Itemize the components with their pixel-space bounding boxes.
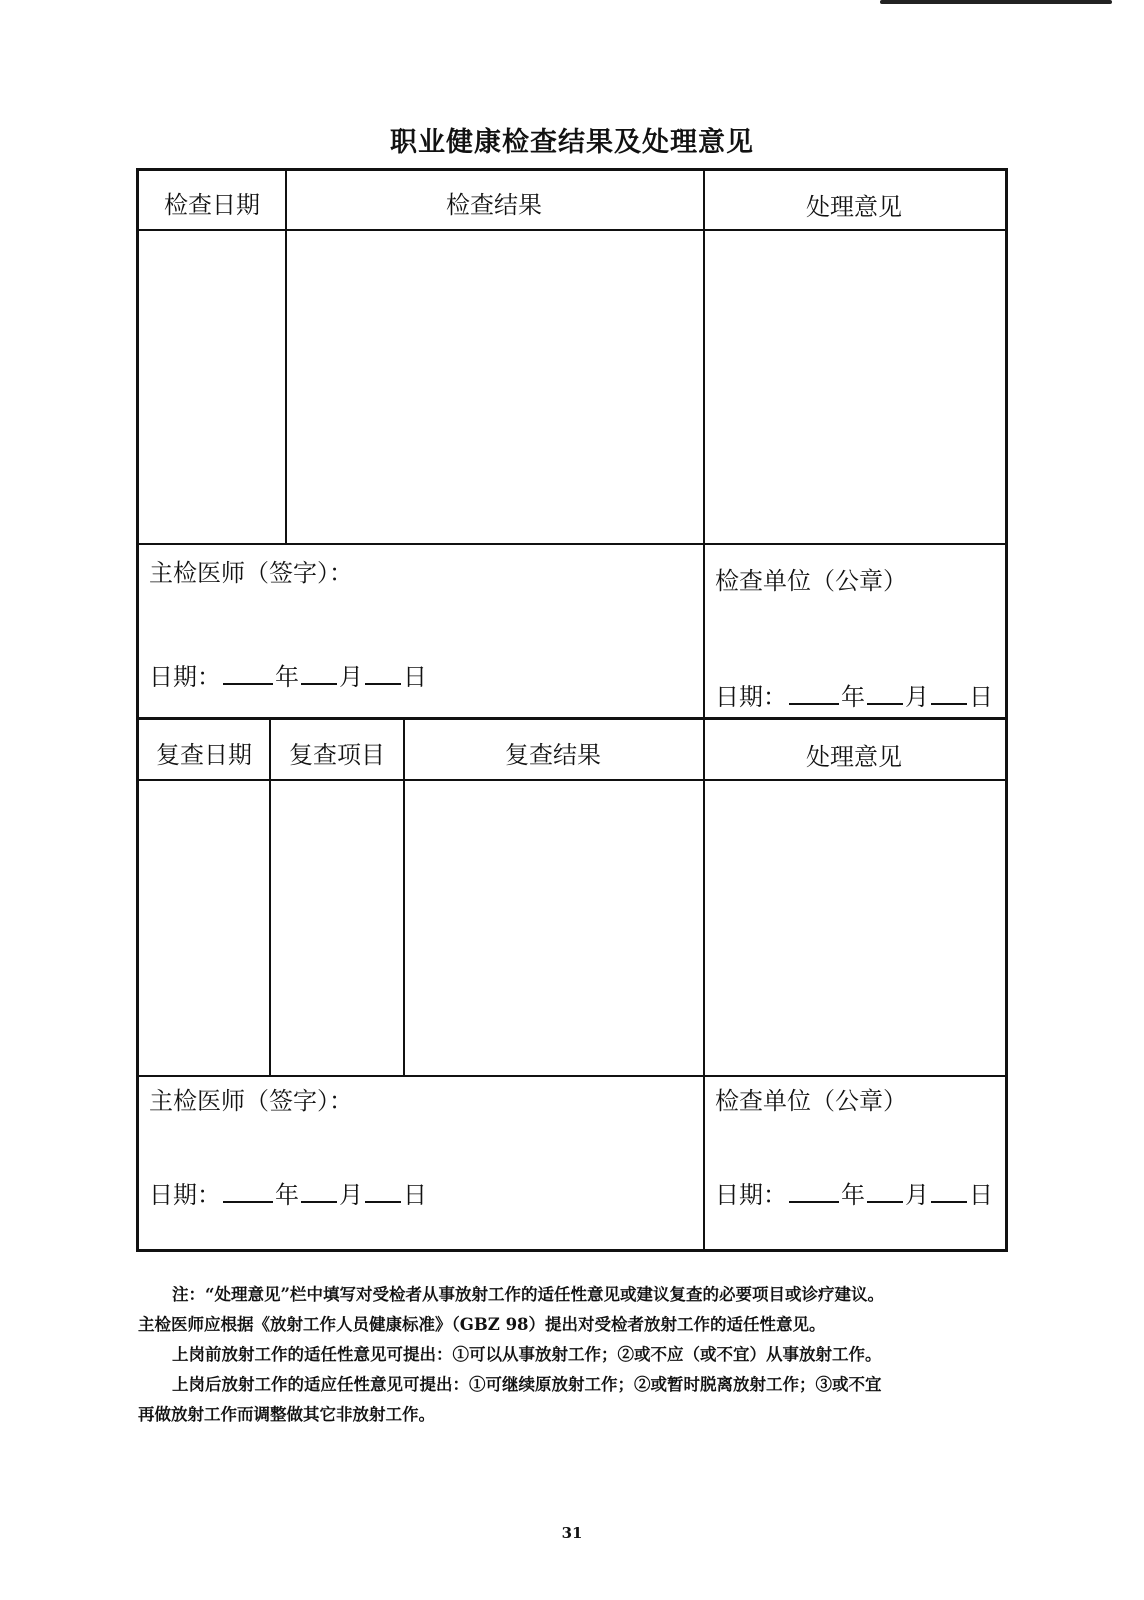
doctor-date-2 (149, 1175, 427, 1210)
year-label: 年 (275, 663, 299, 691)
cell-recheck-item[interactable] (271, 781, 403, 1075)
cell-exam-date[interactable] (139, 231, 285, 543)
unit-seal-label-2: 检查单位（公章） (715, 1087, 907, 1115)
note-line: 上岗后放射工作的适应任性意见可提出：①可继续原放射工作；②或暂时脱离放射工作；③或不宜 (172, 1375, 882, 1394)
header-exam-result: 检查结果 (446, 191, 542, 219)
header-recheck-item: 复查项目 (289, 741, 385, 769)
header-opinion-1: 处理意见 (806, 193, 902, 221)
unit-seal-label-1: 检查单位（公章） (715, 567, 907, 595)
day-blank[interactable] (931, 1200, 967, 1203)
header-exam-date: 检查日期 (164, 191, 260, 219)
notes-block (138, 1280, 1018, 1430)
day-label: 日 (403, 663, 427, 691)
date-prefix: 日期： (715, 683, 787, 711)
top-edge-line (880, 0, 1112, 4)
rule-body1-bottom (139, 543, 1005, 545)
year-blank[interactable] (789, 1200, 839, 1203)
header-recheck-date: 复查日期 (156, 741, 252, 769)
date-prefix: 日期： (149, 1181, 221, 1209)
doctor-signature-label-1: 主检医师（签字）： (149, 559, 353, 587)
month-blank[interactable] (867, 1200, 903, 1203)
month-blank[interactable] (301, 682, 337, 685)
doctor-signature-label-2: 主检医师（签字）： (149, 1087, 353, 1115)
month-label: 月 (339, 663, 363, 691)
month-label: 月 (905, 1181, 929, 1209)
form-table (136, 168, 1008, 1252)
note-line: 上岗前放射工作的适任性意见可提出：①可以从事放射工作；②或不应（或不宜）从事放射工作。 (172, 1345, 882, 1364)
doctor-date-1 (149, 657, 427, 692)
month-label: 月 (339, 1181, 363, 1209)
cell-recheck-date[interactable] (139, 781, 269, 1075)
date-prefix: 日期： (715, 1181, 787, 1209)
day-label: 日 (969, 683, 993, 711)
header-opinion-2: 处理意见 (806, 743, 902, 771)
year-label: 年 (841, 1181, 865, 1209)
unit-date-2 (715, 1175, 993, 1210)
rule-body2-bottom (139, 1075, 1005, 1077)
year-label: 年 (841, 683, 865, 711)
year-blank[interactable] (789, 702, 839, 705)
unit-date-1 (715, 677, 993, 712)
date-prefix: 日期： (149, 663, 221, 691)
month-blank[interactable] (867, 702, 903, 705)
month-blank[interactable] (301, 1200, 337, 1203)
day-label: 日 (969, 1181, 993, 1209)
note-line: 注：“处理意见”栏中填写对受检者从事放射工作的适任性意见或建议复查的必要项目或诊疗建议。 (172, 1285, 884, 1304)
day-blank[interactable] (365, 1200, 401, 1203)
cell-opinion-1[interactable] (705, 231, 1005, 543)
day-blank[interactable] (931, 702, 967, 705)
day-label: 日 (403, 1181, 427, 1209)
page-number: 31 (561, 1524, 583, 1542)
year-label: 年 (275, 1181, 299, 1209)
header-recheck-result: 复查结果 (505, 741, 601, 769)
note-line: 主检医师应根据《放射工作人员健康标准》（GBZ 98）提出对受检者放射工作的适任性意见。 (138, 1315, 826, 1334)
year-blank[interactable] (223, 1200, 273, 1203)
page-title: 职业健康检查结果及处理意见 (390, 127, 754, 158)
day-blank[interactable] (365, 682, 401, 685)
year-blank[interactable] (223, 682, 273, 685)
cell-recheck-result[interactable] (405, 781, 703, 1075)
note-line: 再做放射工作而调整做其它非放射工作。 (138, 1405, 435, 1424)
cell-opinion-2[interactable] (705, 781, 1005, 1075)
cell-exam-result[interactable] (287, 231, 703, 543)
month-label: 月 (905, 683, 929, 711)
